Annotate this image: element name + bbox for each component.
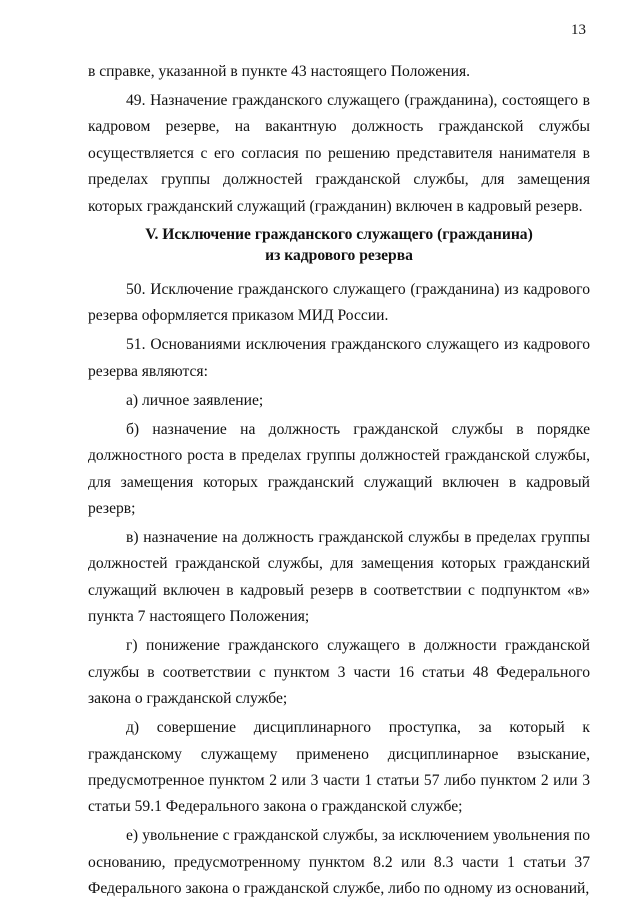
paragraph-49: 49. Назначение гражданского служащего (гражданина), состоящего в кадровом резерве, на вакантную должность гражданской службы осуществляется с его согласия по решению представителя нанимателя в пределах группы должностей гражданской службы, для замещения которых гражданский служащий (гражданин) включен в кадровый резерв. xyxy=(88,92,590,215)
paragraph-continuation: в справке, указанной в пункте 43 настоящего Положения. xyxy=(88,63,471,80)
page-number: 13 xyxy=(571,22,586,38)
paragraph-51: 51. Основаниями исключения гражданского служащего из кадрового резерва являются: xyxy=(88,336,590,380)
section-heading xyxy=(88,224,590,266)
list-item-v: в) назначение на должность гражданской службы в пределах группы должностей гражданской службы, для замещения которых гражданский служащий включен в кадровый резерв в соответствии с подпунктом «в» пункта 7 настоящего Положения; xyxy=(88,529,590,626)
list-item-b: б) назначение на должность гражданской службы в порядке должностного роста в пределах группы должностей гражданской службы, для замещения которых гражданский служащий включен в кадровый резерв; xyxy=(88,420,590,518)
document-body xyxy=(88,59,590,905)
list-item-e: е) увольнение с гражданской службы, за исключением увольнения по основанию, предусмотренному пунктом 8.2 или 8.3 части 1 статьи 37 Федерального закона о гражданской службе, либо по одному из оснований, xyxy=(88,827,590,898)
list-item-d: д) совершение дисциплинарного проступка, за который к гражданскому служащему применено дисциплинарное взыскание, предусмотренное пунктом 2 или 3 части 1 статьи 57 либо пунктом 2 или 3 статьи 59.1 Федерального закона о гражданской службе; xyxy=(88,719,590,816)
section-heading-line-2: из кадрового резерва xyxy=(265,247,413,265)
list-item-a: а) личное заявление; xyxy=(126,391,264,409)
section-heading-line-1: V. Исключение гражданского служащего (гражданина) xyxy=(145,226,533,244)
paragraph-50: 50. Исключение гражданского служащего (гражданина) из кадрового резерва оформляется приказом МИД России. xyxy=(88,281,590,325)
list-item-g: г) понижение гражданского служащего в должности гражданской службы в соответствии с пунктом 3 части 16 статьи 48 Федерального закона о гражданской службе; xyxy=(88,637,590,708)
